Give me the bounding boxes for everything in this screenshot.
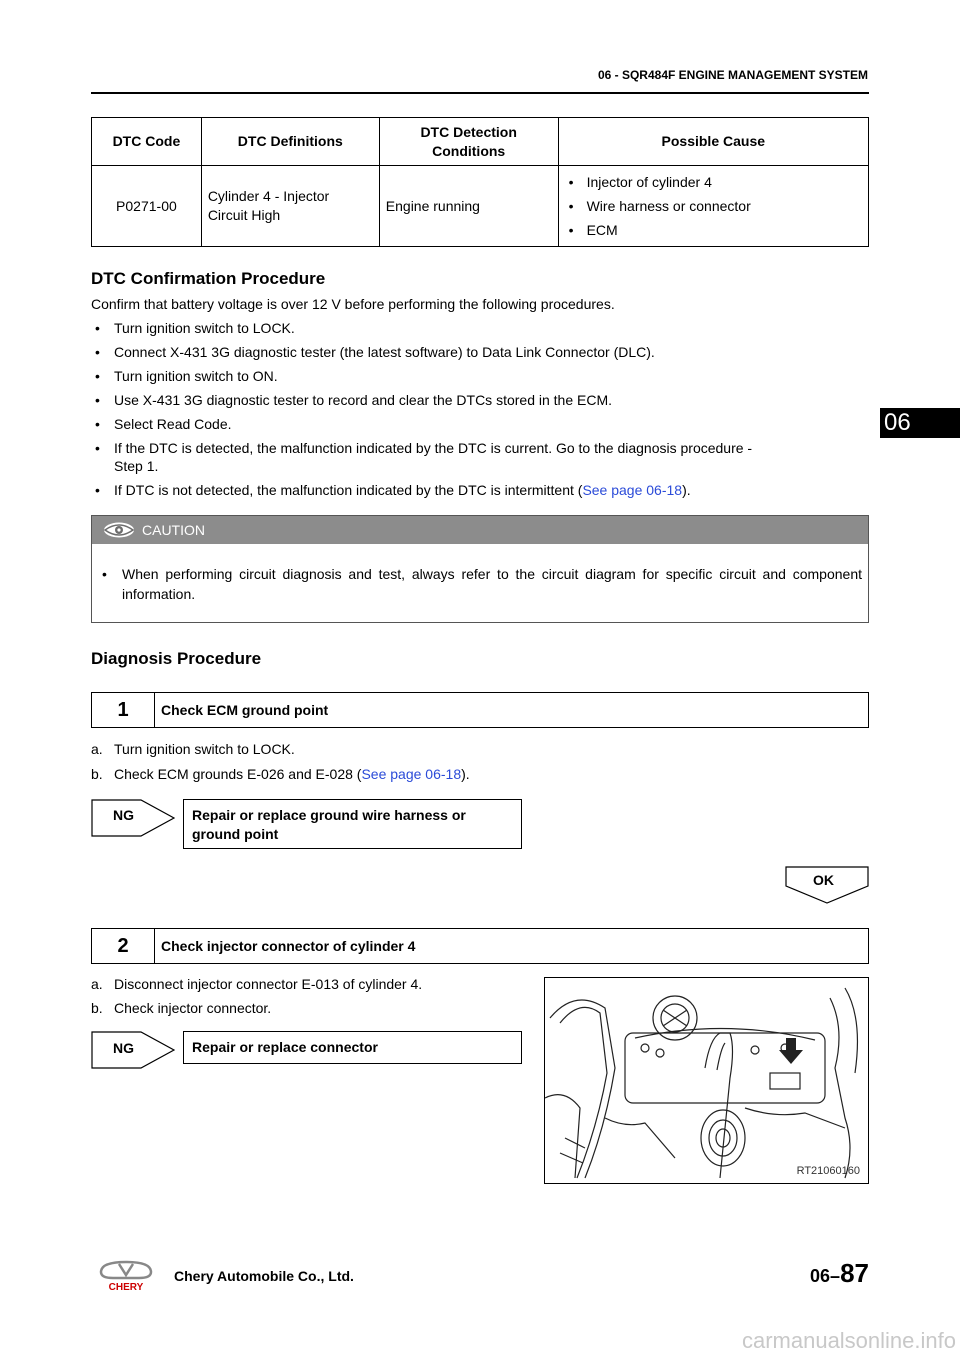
list-item-text: ). <box>682 482 691 498</box>
header-title: 06 - SQR484F ENGINE MANAGEMENT SYSTEM <box>597 68 868 82</box>
confirmation-heading: DTC Confirmation Procedure <box>91 269 326 288</box>
dtc-header-conditions-label: DTC Detection Conditions <box>420 123 517 159</box>
list-item: • Use X-431 3G diagnostic tester to record and clear the DTCs stored in the ECM. <box>91 391 869 409</box>
step-2-sub-a <box>91 975 422 993</box>
ng-label: NG <box>113 1040 134 1056</box>
step-1-box <box>91 692 869 728</box>
dtc-causes <box>558 166 868 247</box>
list-item <box>91 439 869 475</box>
list-item: • ECM <box>565 218 862 242</box>
bullet: • <box>102 566 107 582</box>
sub-text: Turn ignition switch to LOCK. <box>114 741 295 757</box>
list-item: • Turn ignition switch to LOCK. <box>91 319 869 337</box>
diagnosis-heading: Diagnosis Procedure <box>91 649 262 668</box>
image-id: RT21060160 <box>796 1165 860 1177</box>
sub-letter: a. <box>91 741 103 757</box>
page-number <box>810 1258 869 1289</box>
header-rule <box>91 92 869 94</box>
confirmation-steps <box>91 319 869 505</box>
caution-header <box>92 516 868 544</box>
sub-text: Disconnect injector connector E-013 of cylinder 4. <box>114 976 423 992</box>
chery-logo <box>91 1258 161 1292</box>
step-title: Check injector connector of cylinder 4 <box>161 938 416 954</box>
dtc-definition <box>201 166 379 247</box>
eye-icon <box>102 521 136 539</box>
caution-box <box>91 515 869 623</box>
ng-action-box: Repair or replace ground wire harness or ground point <box>183 799 522 849</box>
see-page-link[interactable]: See page 06-18 <box>582 482 683 498</box>
dtc-definition-text: Cylinder 4 - Injector Circuit High <box>207 188 330 223</box>
caution-text <box>92 564 868 604</box>
step-number: 2 <box>92 929 155 963</box>
step-2-box <box>91 928 869 964</box>
page-num: 87 <box>840 1258 869 1288</box>
logo-text: CHERY <box>108 1282 144 1292</box>
step-title: Check ECM ground point <box>161 702 329 718</box>
dtc-condition: Engine running <box>379 166 558 247</box>
sub-text: Check ECM grounds E-026 and E-028 ( <box>114 766 362 782</box>
engine-illustration <box>545 978 869 1184</box>
dtc-header-cause: Possible Cause <box>558 118 868 166</box>
step-1-sub-a <box>91 740 295 758</box>
confirmation-intro: Confirm that battery voltage is over 12 V before performing the following procedures. <box>91 296 615 312</box>
sub-letter: a. <box>91 976 103 992</box>
engine-photo <box>544 977 869 1184</box>
watermark: carmanualsonline.info <box>741 1328 956 1353</box>
list-item <box>91 481 869 499</box>
see-page-link[interactable]: See page 06-18 <box>361 766 462 782</box>
page-prefix: 06– <box>810 1266 841 1286</box>
dtc-code: P0271-00 <box>92 166 202 247</box>
step-2-sub-b <box>91 999 271 1017</box>
step-1-sub-b <box>91 765 470 783</box>
caution-text-content: When performing circuit diagnosis and test, always refer to the circuit diagram for specific circuit and component information. <box>122 566 862 602</box>
sub-text: Check injector connector. <box>114 1000 272 1016</box>
dtc-header-definition: DTC Definitions <box>201 118 379 166</box>
dtc-header-code: DTC Code <box>92 118 202 166</box>
list-item: • Turn ignition switch to ON. <box>91 367 869 385</box>
ok-label: OK <box>813 872 834 888</box>
footer-company: Chery Automobile Co., Ltd. <box>174 1268 354 1284</box>
sub-text: ). <box>461 766 470 782</box>
list-item: • Injector of cylinder 4 <box>565 170 862 194</box>
sub-letter: b. <box>91 766 103 782</box>
dtc-header-conditions <box>379 118 558 166</box>
dtc-table-header-row <box>92 118 869 166</box>
list-item-text: If the DTC is detected, the malfunction indicated by the DTC is current. Go to the diagnosis procedure - Step 1. <box>114 440 753 474</box>
dtc-table <box>91 117 869 247</box>
ng-label: NG <box>113 807 134 823</box>
list-item: • Connect X-431 3G diagnostic tester (the latest software) to Data Link Connector (DLC). <box>91 343 869 361</box>
caution-label: CAUTION <box>142 522 205 538</box>
list-item: • Wire harness or connector <box>565 194 862 218</box>
ng-action-box: Repair or replace connector <box>183 1031 522 1064</box>
table-row <box>92 166 869 247</box>
list-item-text: If DTC is not detected, the malfunction indicated by the DTC is intermittent ( <box>114 482 583 498</box>
sub-letter: b. <box>91 1000 103 1016</box>
list-item: • Select Read Code. <box>91 415 869 433</box>
step-number: 1 <box>92 693 155 727</box>
section-tab: 06 <box>880 408 960 438</box>
